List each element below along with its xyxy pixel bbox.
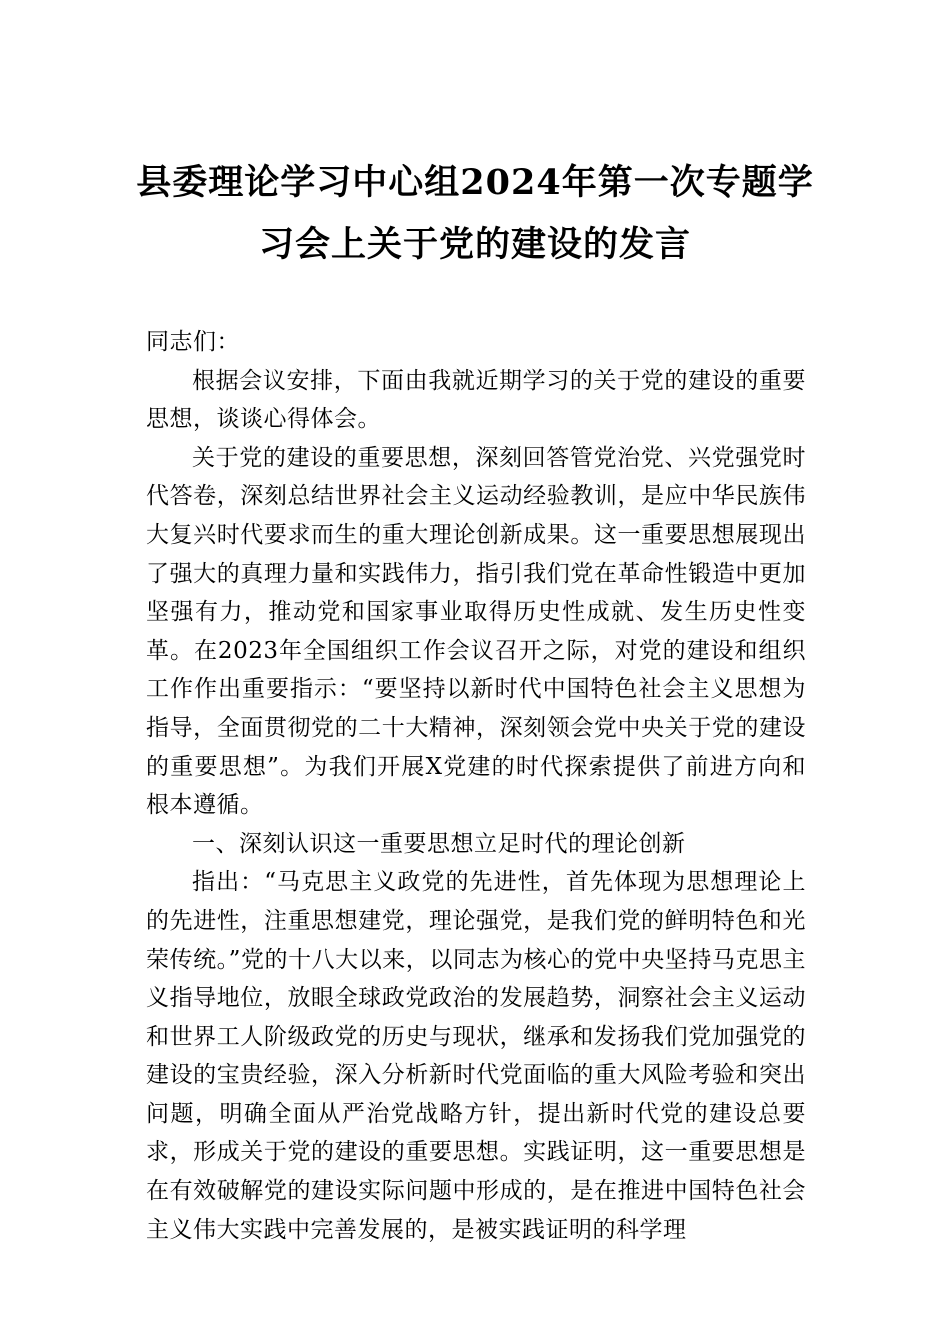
document-body <box>146 323 806 1249</box>
document-title: 县委理论学习中心组2024年第一次专题学习会上关于党的建设的发言 <box>136 162 814 265</box>
paragraph-intro: 根据会议安排，下面由我就近期学习的关于党的建设的重要思想，谈谈心得体会。 <box>146 367 806 433</box>
section-1-paragraph: 指出：“马克思主义政党的先进性，首先体现为思想理论上的先进性，注重思想建党，理论强党，是我们党的鲜明特色和光荣传统。”党的十八大以来，以同志为核心的党中央坚持马克思主义指导地位，放眼全球政党政治的发展趋势，洞察社会主义运动和世界工人阶级政党的历史与现状，继承和发扬我们党加强党的建设的宝贵经验，深入分析新时代党面临的重大风险考验和突出问题，明确全面从严治党战略方针，提出新时代党的建设总要求，形成关于党的建设的重要思想。实践证明，这一重要思想是在有效破解党的建设实际问题中形成的，是在推进中国特色社会主义伟大实践中完善发展的，是被实践证明的科学理 <box>146 869 806 1243</box>
section-heading-1: 一、深刻认识这一重要思想立足时代的理论创新 <box>192 830 686 857</box>
paragraph-overview: 关于党的建设的重要思想，深刻回答管党治党、兴党强党时代答卷，深刻总结世界社会主义运动经验教训，是应中华民族伟大复兴时代要求而生的重大理论创新成果。这一重要思想展现出了强大的真理力量和实践伟力，指引我们党在革命性锻造中更加坚强有力，推动党和国家事业取得历史性成就、发生历史性变革。在2023年全国组织工作会议召开之际，对党的建设和组织工作作出重要指示：“要坚持以新时代中国特色社会主义思想为指导，全面贯彻党的二十大精神，深刻领会党中央关于党的建设的重要思想”。为我们开展X党建的时代探索提供了前进方向和根本遵循。 <box>146 444 806 819</box>
salutation: 同志们： <box>146 329 240 355</box>
